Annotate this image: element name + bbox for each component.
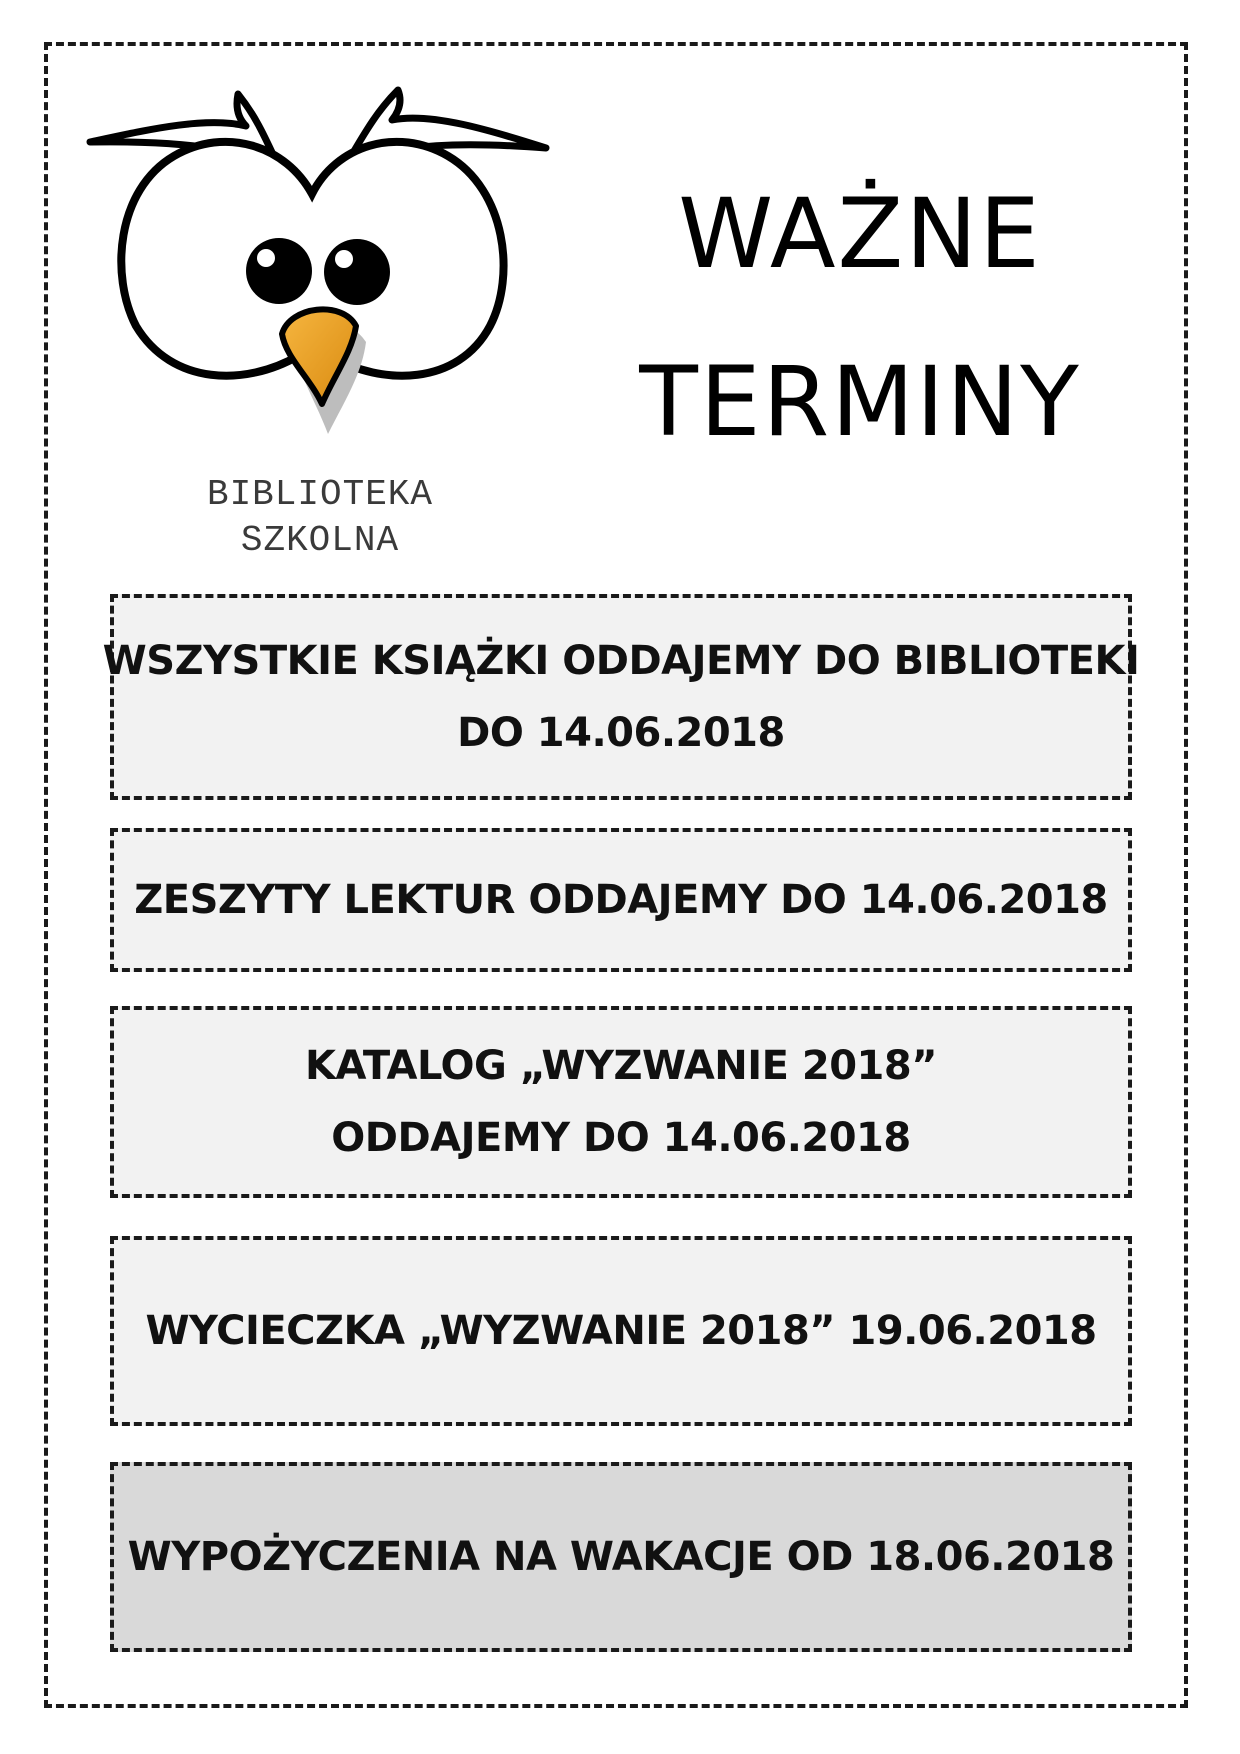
owl-left-pupil: [246, 238, 312, 304]
notice-return-books: [102, 594, 1140, 800]
title-line1: WAŻNE: [678, 178, 1042, 290]
notice-text-line1: KATALOG „WYZWANIE 2018”: [305, 1043, 937, 1089]
notice-reading-notebooks: [110, 828, 1132, 972]
notice-text-line2: DO 14.06.2018: [457, 710, 785, 756]
library-label-line2: SZKOLNA: [240, 520, 400, 561]
notice-catalog: [110, 1006, 1132, 1198]
notice-summer-loans: [110, 1462, 1132, 1652]
owl-right-pupil: [324, 239, 390, 305]
notice-text-line1: WYPOŻYCZENIA NA WAKACJE OD 18.06.2018: [127, 1534, 1115, 1580]
notice-text-line2: ODDAJEMY DO 14.06.2018: [331, 1115, 911, 1161]
notice-text-line1: WSZYSTKIE KSIĄŻKI ODDAJEMY DO BIBLIOTEKI: [102, 638, 1140, 684]
title-line2: TERMINY: [639, 346, 1081, 458]
notice-text-line1: ZESZYTY LEKTUR ODDAJEMY DO 14.06.2018: [134, 877, 1108, 923]
notice-trip: [110, 1236, 1132, 1426]
library-label: [170, 472, 470, 564]
page-title: [610, 150, 1110, 486]
library-label-line1: BIBLIOTEKA: [206, 474, 434, 515]
owl-icon: [86, 86, 556, 456]
notice-text-line1: WYCIECZKA „WYZWANIE 2018” 19.06.2018: [145, 1308, 1097, 1354]
